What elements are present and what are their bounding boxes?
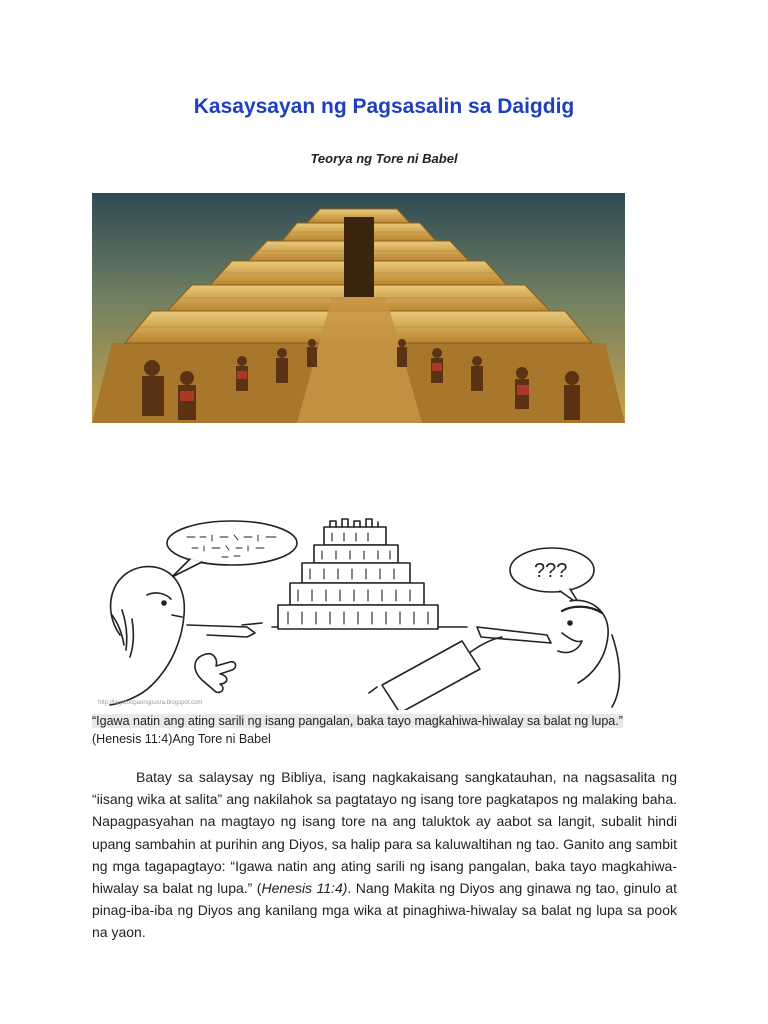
caption-quote: “Igawa natin ang ating sarili ng isang pangalan, baka tayo magkahiwa-hiwalay sa balat ng lupa.” [92,714,623,728]
image-caption [92,712,677,748]
tower-of-babel-painting [92,193,625,423]
document-title: Kasaysayan ng Pagsasalin sa Daigdig [193,95,575,118]
body-citation: Henesis 11:4) [261,880,348,897]
body-text-part2: . Nang Makita ng Diyos ang ginawa ng tao, ginulo at pinag-iba-iba ng Diyos ang kanilang mga wika at pinaghiwa-hiwalay sa balat ng lupa sa pook na yaon. [92,880,678,941]
cartoon-question-marks: ??? [534,560,568,582]
body-paragraph [92,766,677,944]
body-text-part1: Batay sa salaysay ng Bibliya, isang nagkakaisang sangkatauhan, na nagsasalita ng “iisang wika at salita” ang nakilahok sa pagtatayo ng isang tore pagkatapos ng malaking baha. Napagpasyahan na magtayo ng isang tore na ang taluktok ay aabot sa langit, subalit hindi upang sambahin at purihin ang Diyos, sa halip para sa kaluwaltihan ng tao. Ganito ang sambit ng mga tagapagtayo: “Igawa natin ang ating sarili ng isang pangalan, baka tayo magkahiwa-hiwalay sa balat ng lupa.” ( [92,769,677,897]
cartoon-watermark: http://tagaroogaongpusra.blogspot.com [98,700,203,706]
tower-of-babel-cartoon [92,515,637,710]
painting-illustration [92,193,625,423]
document-subtitle: Teorya ng Tore ni Babel [310,151,458,166]
caption-reference: (Henesis 11:4)Ang Tore ni Babel [92,732,271,746]
cartoon-illustration [92,515,637,710]
